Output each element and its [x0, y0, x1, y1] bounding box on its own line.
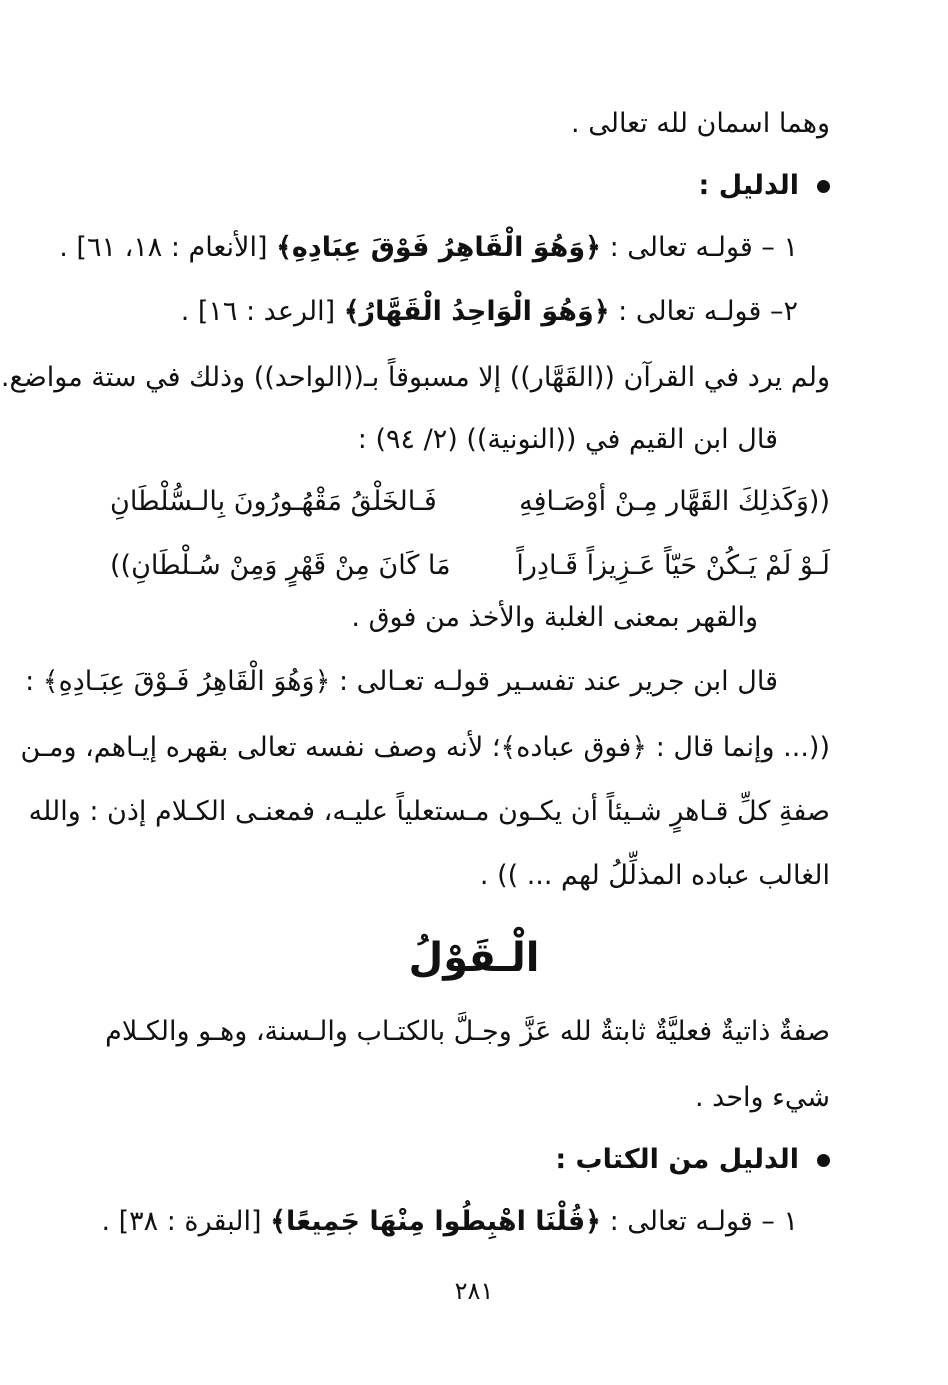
poem-hemistich-left: مَا كَانَ مِنْ قَهْرٍ وَمِنْ سُـلْطَانِ)) [110, 550, 451, 581]
poem-hemistich-right: ((وَكَذلِكَ القَهَّار مِـنْ أوْصَـافِهِ [519, 486, 830, 517]
quote-line: الغالب عباده المذلِّلُ لهم ... )) . [479, 860, 830, 891]
verse-reference: [البقرة : ٣٨] . [101, 1206, 262, 1237]
bullet-label: الدليل من الكتاب : [555, 1144, 799, 1175]
bullet-label: الدليل : [698, 170, 799, 201]
text-line: قال ابن القيم في ((النونية)) (٢/ ٩٤) : [357, 424, 778, 455]
evidence-item-1 [101, 1202, 798, 1242]
page-number: ٢٨١ [454, 1277, 494, 1305]
quote-line: ((... وإنما قال : ﴿فوق عباده﴾؛ لأنه وصف نفسه تعالى بقهره إيـاهم، ومـن [20, 732, 830, 763]
bullet-heading-book-evidence [555, 1140, 830, 1180]
bullet-dot-icon [817, 180, 830, 193]
item-prefix: ١ – قولـه تعالى : [609, 232, 798, 263]
section-heading: الْـقَوْلُ [408, 935, 540, 981]
text-line: قال ابن جرير عند تفسـير قولـه تعـالى : ﴿وَهُوَ الْقَاهِرُ فَـوْقَ عِبَـادِهِ﴾ : [25, 666, 778, 697]
poem-hemistich-left: فَـالخَلْقُ مَقْهُـورُونَ بِالـسُّلْطَانِ [110, 486, 437, 517]
item-prefix: ٢– قولـه تعالى : [618, 296, 798, 327]
bullet-heading-evidence [699, 166, 830, 206]
evidence-item-1 [59, 228, 798, 268]
text-line: ولم يرد في القرآن ((القَهَّار)) إلا مسبوقاً بـ((الواحد)) وذلك في ستة مواضع. [0, 362, 830, 393]
quran-verse: ﴿قُلْنَا اهْبِطُوا مِنْهَا جَمِيعًا﴾ [270, 1206, 601, 1237]
verse-reference: [الأنعام : ١٨، ٦١] . [59, 232, 268, 263]
quran-verse: ﴿وَهُوَ الْقَاهِرُ فَوْقَ عِبَادِهِ﴾ [276, 232, 601, 263]
text-line: والقهر بمعنى الغلبة والأخذ من فوق . [351, 602, 758, 633]
quran-verse: ﴿وَهُوَ الْوَاحِدُ الْقَهَّارُ﴾ [343, 296, 610, 327]
item-prefix: ١ – قولـه تعالى : [609, 1206, 798, 1237]
poem-hemistich-right: لَـوْ لَمْ يَـكُنْ حَيّاً عَـزِيزاً قَـادِراً [516, 550, 830, 581]
evidence-item-2 [181, 292, 798, 332]
bullet-dot-icon [817, 1154, 830, 1167]
text-line: وهما اسمان لله تعالى . [571, 108, 830, 139]
text-line: شيء واحد . [695, 1082, 830, 1113]
quote-line: صفةِ كلِّ قـاهرٍ شـيئاً أن يكـون مـستعلياً عليـه، فمعنـى الكـلام إذن : والله [28, 796, 830, 827]
verse-reference: [الرعد : ١٦] . [180, 296, 336, 327]
text-line: صفةٌ ذاتيةٌ فعليَّةٌ ثابتةٌ لله عَزَّ وجـلَّ بالكتـاب والـسنة، وهـو والكـلام [105, 1016, 830, 1047]
